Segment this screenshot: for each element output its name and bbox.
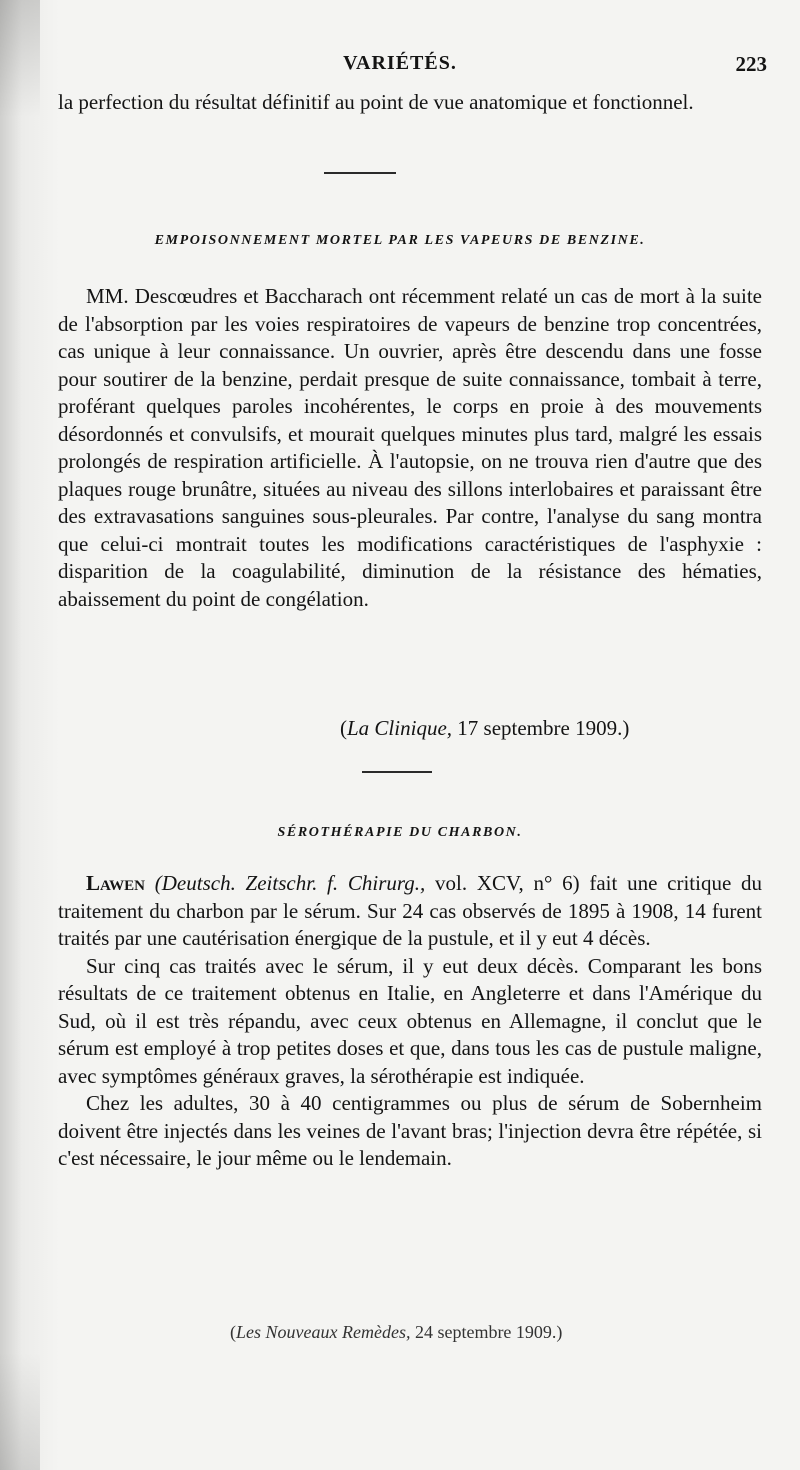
- article-title: SÉROTHÉRAPIE DU CHARBON.: [277, 825, 523, 840]
- continuation-text: la perfection du résultat définitif au point de vue anatomique et fonctionnel.: [58, 90, 694, 114]
- continuation-paragraph: [58, 89, 762, 117]
- source-date: 17 septembre 1909.): [452, 716, 630, 740]
- author-name: Lawen: [86, 871, 146, 895]
- article-paragraph: MM. Descœudres et Baccharach ont récemment relaté un cas de mort à la suite de l'absorption par les voies respiratoires de vapeurs de benzine trop concentrées, cas unique à leur connaissance. Un ouvrier, après être descendu dans une fosse pour soutirer de la benzine, perdait presque de suite connaissance, tombait à terre, proférant quelques paroles incohérentes, le corps en proie à des mouvements désordonnés et convulsifs, et mourait quelques minutes plus tard, malgré les essais prolongés de respiration artificielle. À l'autopsie, on ne trouva rien d'autre que des plaques rouge brunâtre, situées au niveau des sillons interlobaires et paraissant être des extravasations sanguines sous-pleurales. Par contre, l'analyse du sang montra que celui-ci montrait toutes les modifications caractéristiques de l'asphyxie : disparition de la coagulabilité, diminution de la résistance des hématies, abaissement du point de congélation.: [58, 284, 762, 611]
- source-date: 24 septembre 1909.): [410, 1322, 563, 1342]
- source-journal: Les Nouveaux Remèdes,: [236, 1322, 411, 1342]
- article-paragraph: Sur cinq cas traités avec le sérum, il y eut deux décès. Comparant les bons résultats de ce traitement obtenus en Italie, en Angleterre et dans l'Amérique du Sud, où il est très répandu, avec ceux obtenus en Allemagne, il conclut que le sérum est employé à trop petites doses et que, dans tous les cas de pustule maligne, avec symptômes généraux graves, la sérothérapie est indiquée.: [58, 953, 762, 1088]
- article-paragraph: [58, 870, 762, 953]
- section-divider: [324, 172, 396, 174]
- source-open-paren: (: [340, 716, 347, 740]
- article-body: [58, 870, 762, 1173]
- page-header: [0, 50, 800, 80]
- article-source: [340, 716, 629, 741]
- page-edge-shadow: [0, 0, 40, 1470]
- source-journal: La Clinique,: [347, 716, 453, 740]
- section-divider: [362, 771, 432, 773]
- running-head: VARIÉTÉS.: [343, 52, 457, 74]
- page-number: 223: [735, 52, 767, 76]
- article-source: [230, 1322, 562, 1343]
- paragraph-text: vol. XCV, n° 6) fait une critique du traitement du charbon par le sérum. Sur 24 cas observés de 1895 à 1908, 14 furent traités par une cautérisation énergique de la pustule, et il y eut 4 décès.: [58, 871, 763, 950]
- article-title: EMPOISONNEMENT MORTEL PAR LES VAPEURS DE BENZINE.: [154, 233, 646, 248]
- article-paragraph: Chez les adultes, 30 à 40 centigrammes ou plus de sérum de Sobernheim doivent être injectés dans les veines de l'avant bras; l'injection devra être répétée, si c'est nécessaire, le jour même ou le lendemain.: [58, 1091, 762, 1170]
- citation: (Deutsch. Zeitschr. f. Chirurg.,: [154, 871, 426, 895]
- article-body: [58, 283, 762, 613]
- source-open-paren: (: [230, 1322, 236, 1342]
